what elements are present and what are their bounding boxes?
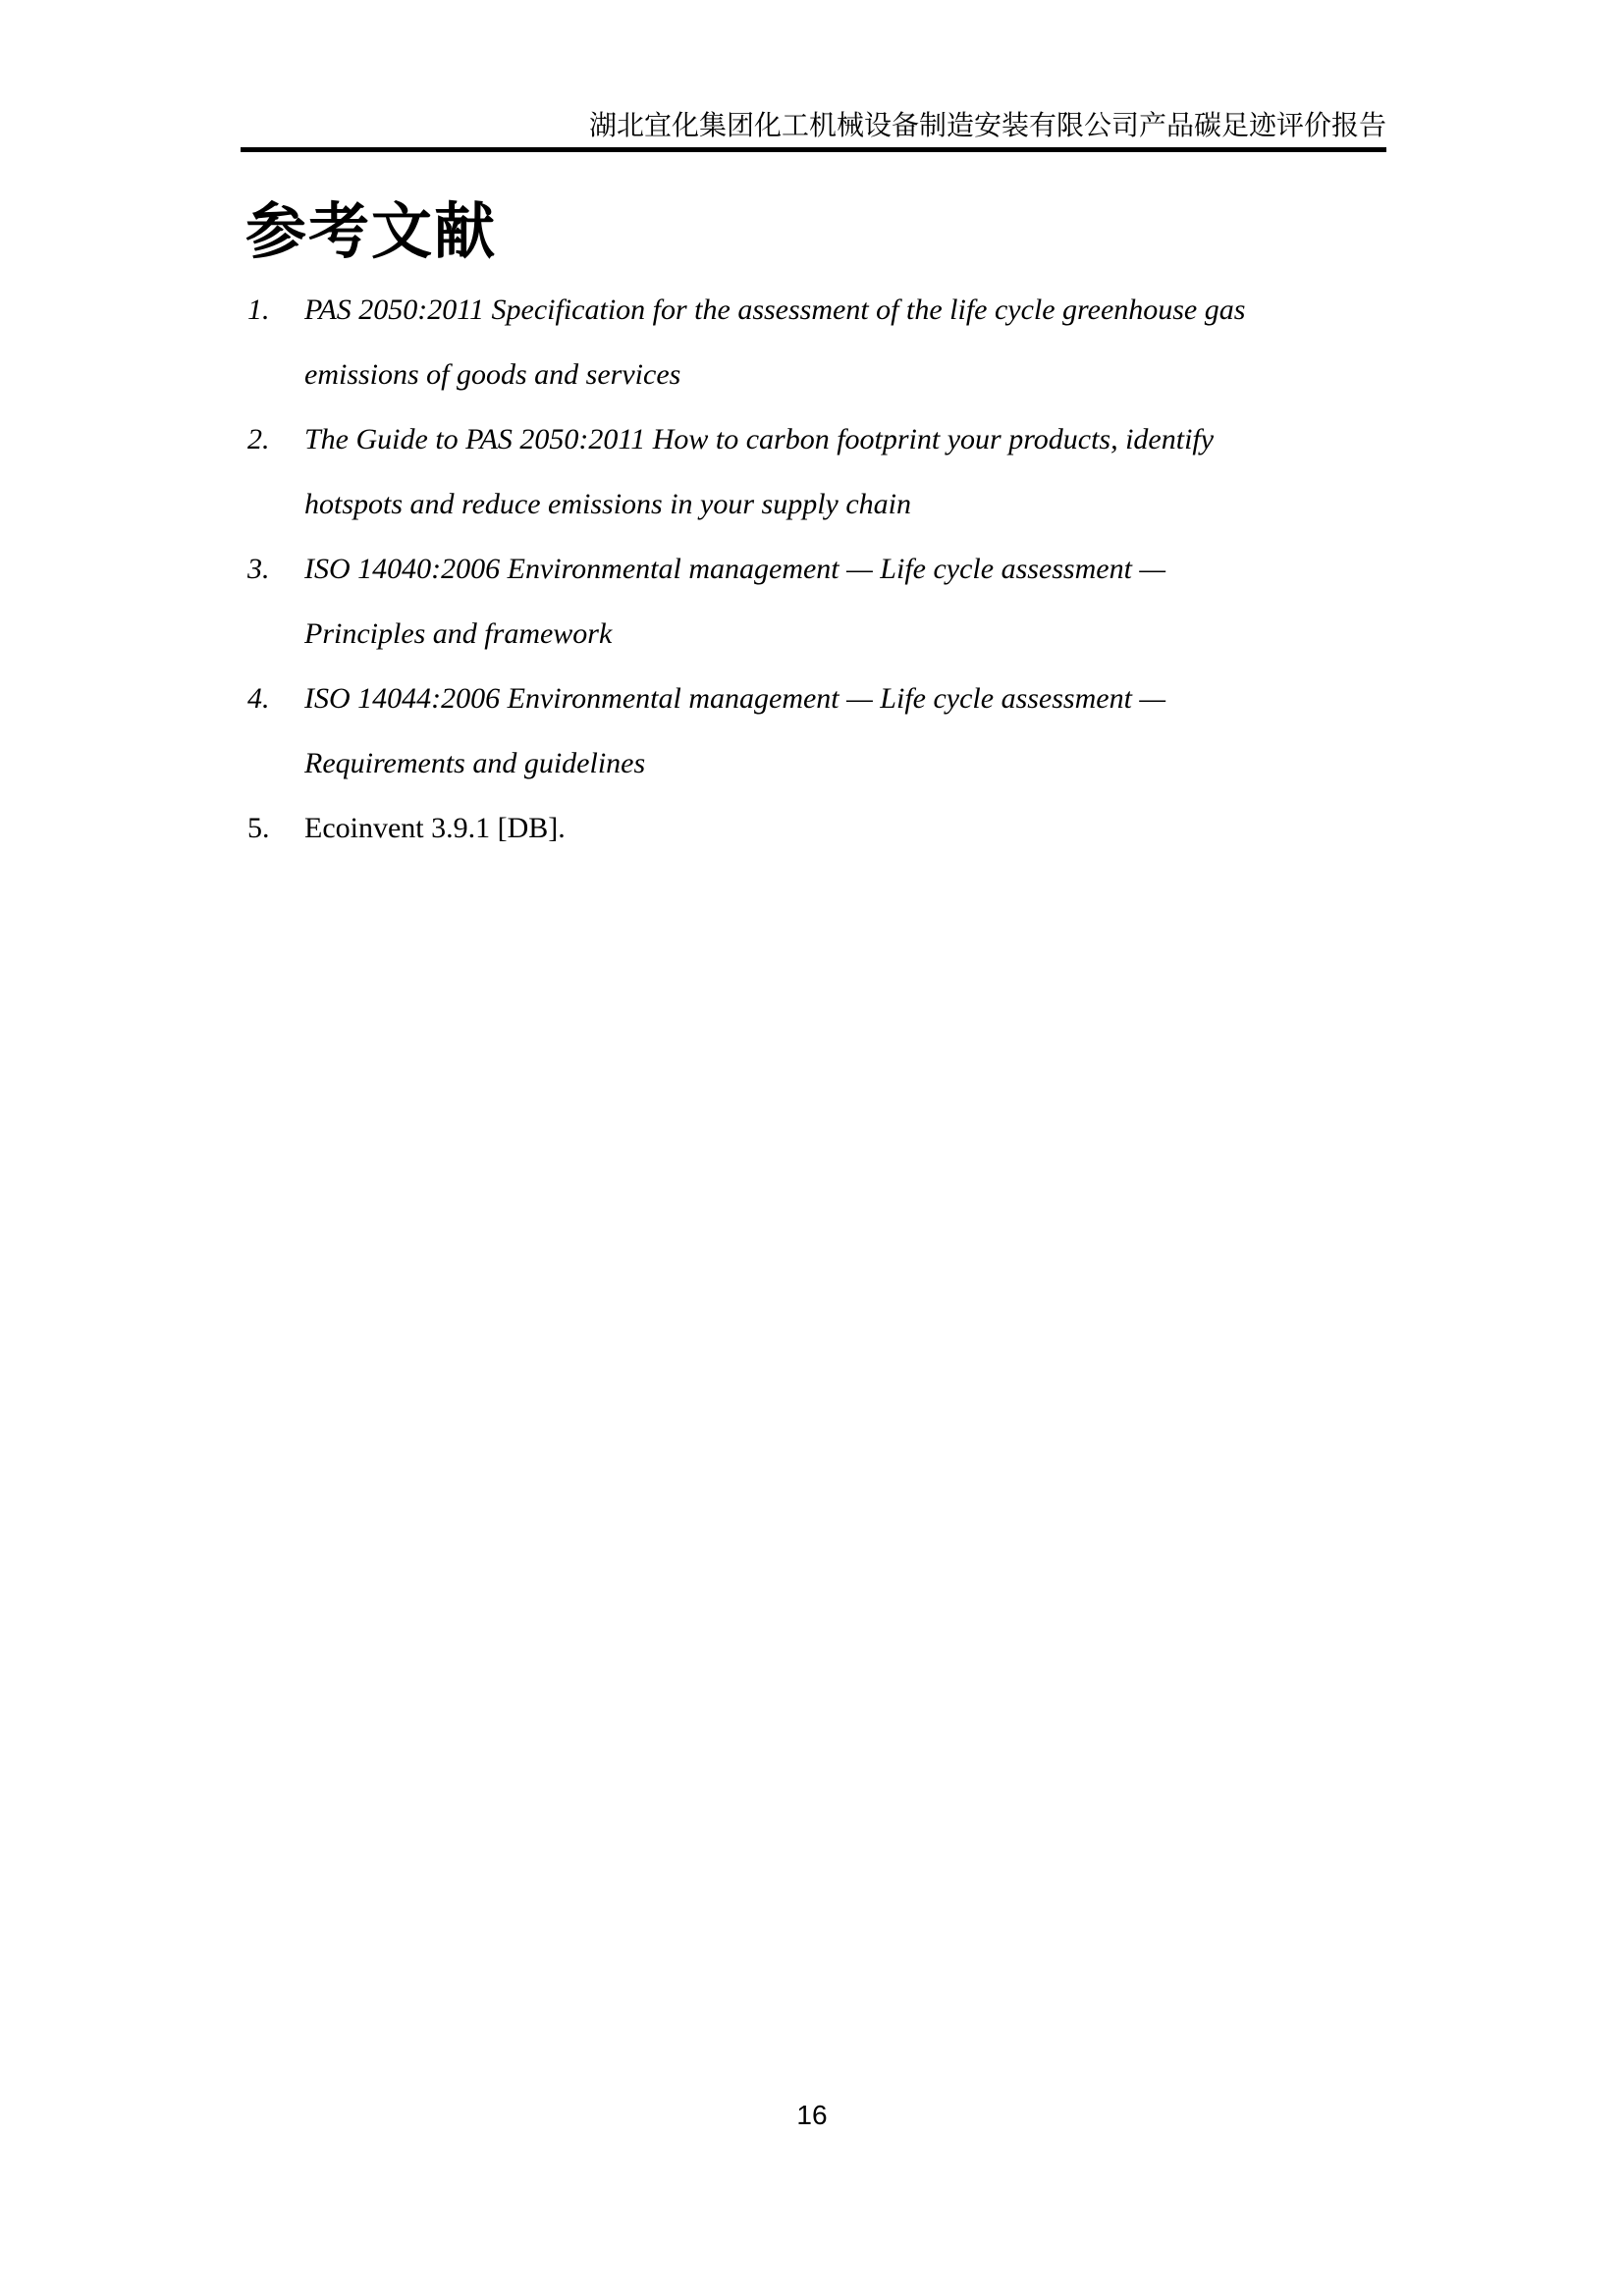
reference-text: PAS 2050:2011 Specification for the assessment of the life cycle greenhouse gas emissions of goods and services bbox=[304, 294, 1246, 391]
reference-number: 1. bbox=[247, 294, 270, 326]
reference-text: ISO 14044:2006 Environmental management — Life cycle assessment — Requirements and guidelines bbox=[304, 682, 1166, 779]
reference-number: 2. bbox=[247, 423, 270, 455]
reference-text: Ecoinvent 3.9.1 [DB]. bbox=[304, 812, 566, 844]
reference-text: ISO 14040:2006 Environmental management — Life cycle assessment — Principles and framework bbox=[304, 553, 1166, 650]
reference-number: 3. bbox=[247, 553, 270, 585]
reference-item bbox=[247, 796, 1391, 861]
reference-item bbox=[247, 537, 1391, 667]
reference-item bbox=[247, 278, 1391, 407]
reference-list bbox=[247, 278, 1391, 861]
reference-item bbox=[247, 407, 1391, 537]
page-title: 参考文献 bbox=[245, 199, 498, 266]
header-rule bbox=[241, 147, 1386, 152]
page-header-title: 湖北宜化集团化工机械设备制造安装有限公司产品碳足迹评价报告 bbox=[588, 111, 1386, 141]
page-number: 16 bbox=[796, 2100, 828, 2130]
reference-text: The Guide to PAS 2050:2011 How to carbon footprint your products, identify hotspots and reduce emissions in your supply chain bbox=[304, 423, 1215, 520]
reference-number: 4. bbox=[247, 682, 270, 715]
reference-number: 5. bbox=[247, 812, 270, 844]
reference-item bbox=[247, 667, 1391, 796]
